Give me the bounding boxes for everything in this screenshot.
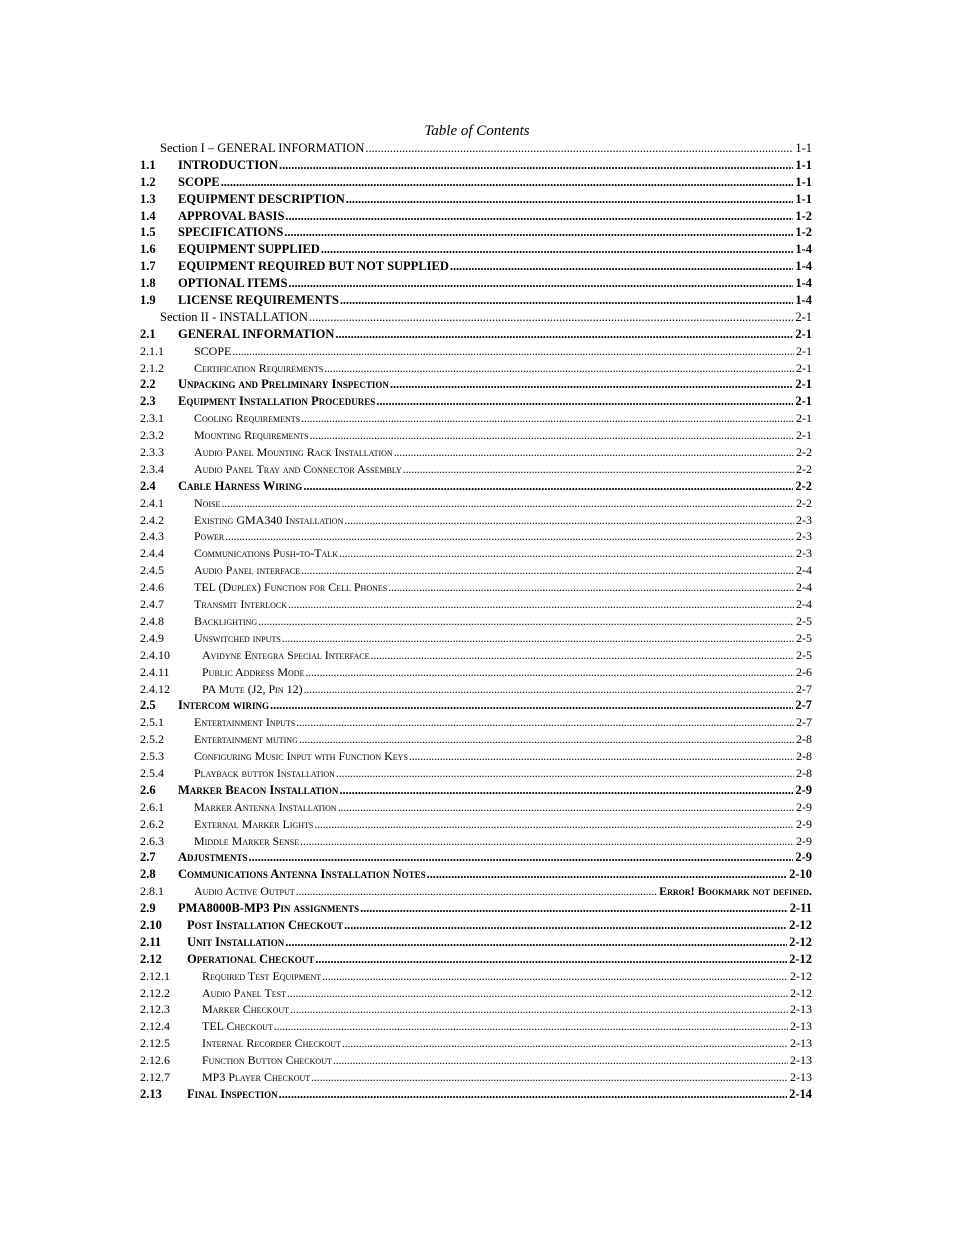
- toc-entry-page: 2-4: [796, 597, 812, 612]
- toc-entry-title: Middle Marker Sense: [194, 833, 300, 848]
- toc-entry-title: SCOPE: [178, 174, 220, 189]
- toc-entry[interactable]: [140, 512, 812, 529]
- toc-entry-number: 1.6: [140, 242, 156, 257]
- toc-entry-page: 2-9: [795, 850, 812, 865]
- toc-entry-title: SPECIFICATIONS: [178, 225, 284, 240]
- toc-dot-leader: [279, 157, 793, 174]
- toc-dot-leader: [339, 782, 793, 799]
- toc-entry-number: 2.8: [140, 867, 156, 882]
- toc-dot-leader: [296, 883, 657, 900]
- toc-dot-leader: [371, 647, 794, 664]
- toc-dot-leader: [390, 376, 793, 393]
- toc-entry-number: 2.5.3: [140, 749, 164, 764]
- toc-entry[interactable]: [140, 579, 812, 596]
- toc-entry-page: 2-8: [796, 749, 812, 764]
- toc-entry-number: 2.6.3: [140, 833, 164, 848]
- toc-entry-title: APPROVAL BASIS: [178, 208, 285, 223]
- toc-dot-leader: [258, 613, 794, 630]
- toc-entry-title: TEL Checkout: [202, 1019, 273, 1034]
- toc-entry[interactable]: [140, 613, 812, 630]
- toc-dot-leader: [365, 140, 793, 157]
- toc-entry-number: 2.12: [140, 951, 162, 966]
- toc-entry-page: 1-1: [795, 174, 812, 189]
- toc-dot-leader: [360, 900, 788, 917]
- toc-dot-leader: [296, 714, 794, 731]
- toc-entry[interactable]: [140, 393, 812, 410]
- toc-entry-number: 2.4.8: [140, 613, 164, 628]
- toc-entry[interactable]: [140, 545, 812, 562]
- toc-entry-title: GENERAL INFORMATION: [178, 326, 335, 341]
- toc-dot-leader: [314, 816, 794, 833]
- toc-entry[interactable]: [140, 900, 812, 917]
- toc-entry-number: 2.12.5: [140, 1036, 170, 1051]
- toc-entry-number: 2.3.4: [140, 461, 164, 476]
- toc-entry[interactable]: [140, 866, 812, 883]
- toc-dot-leader: [304, 681, 794, 698]
- toc-entry-page: 2-2: [796, 461, 812, 476]
- toc-entry-page: 2-5: [796, 613, 812, 628]
- toc-entry-page: 2-8: [796, 765, 812, 780]
- toc-entry[interactable]: [140, 1086, 812, 1103]
- toc-entry[interactable]: [140, 528, 812, 545]
- toc-entry-number: 2.3.2: [140, 428, 164, 443]
- toc-entry-page: 2-1: [795, 326, 812, 341]
- toc-entry-title: Required Test Equipment: [202, 968, 322, 983]
- toc-entry[interactable]: [140, 799, 812, 816]
- toc-dot-leader: [303, 478, 793, 495]
- toc-entry-page: 2-12: [789, 917, 812, 932]
- toc-entry-page: 1-4: [795, 293, 812, 308]
- toc-entry-title: Transmit Interlock: [194, 597, 287, 612]
- toc-entry-page: 2-1: [795, 309, 812, 324]
- toc-entry-number: 2.5.2: [140, 732, 164, 747]
- toc-entry[interactable]: [140, 427, 812, 444]
- toc-entry-page: 2-13: [790, 1019, 812, 1034]
- toc-entry-title: Entertainment muting: [194, 732, 298, 747]
- toc-dot-leader: [335, 326, 793, 343]
- toc-entry-page: 2-1: [795, 394, 812, 409]
- toc-entry-page: 2-13: [790, 1002, 812, 1017]
- toc-dot-leader: [340, 292, 794, 309]
- toc-entry[interactable]: [140, 376, 812, 393]
- toc-entry-page: 1-1: [795, 157, 812, 172]
- toc-entry-number: 2.7: [140, 850, 156, 865]
- toc-entry[interactable]: [140, 985, 812, 1002]
- toc-entry-page: 1-2: [795, 225, 812, 240]
- toc-entry-page: 1-1: [795, 141, 812, 155]
- toc-entry-title: OPTIONAL ITEMS: [178, 276, 288, 291]
- toc-entry-page: 2-12: [790, 985, 812, 1000]
- toc-dot-leader: [288, 275, 793, 292]
- toc-dot-leader: [221, 174, 794, 191]
- toc-entry-number: 1.5: [140, 225, 156, 240]
- toc-entry-title: Section II - INSTALLATION: [160, 309, 308, 324]
- toc-entry-title: Audio Panel interface: [194, 563, 301, 578]
- toc-entry[interactable]: [140, 1001, 812, 1018]
- toc-entry-page: 2-5: [796, 630, 812, 645]
- toc-entry-number: 2.4.7: [140, 597, 164, 612]
- toc-entry[interactable]: [140, 782, 812, 799]
- toc-dot-leader: [249, 849, 794, 866]
- toc-entry-page: 2-9: [796, 799, 812, 814]
- toc-entry-number: 2.5.1: [140, 715, 164, 730]
- toc-entry-page: 2-12: [789, 934, 812, 949]
- toc-entry-title: SCOPE: [194, 343, 232, 358]
- toc-entry-title: Avidyne Entegra Special Interface: [202, 647, 370, 662]
- toc-entry-number: 1.8: [140, 276, 156, 291]
- toc-entry-page: 2-4: [796, 580, 812, 595]
- toc-entry[interactable]: [140, 968, 812, 985]
- toc-entry-title: Existing GMA340 Installation: [194, 512, 344, 527]
- toc-entry-page: 1-4: [795, 276, 812, 291]
- toc-entry[interactable]: [140, 816, 812, 833]
- toc-dot-leader: [225, 528, 794, 545]
- toc-entry-page: 1-2: [795, 208, 812, 223]
- toc-entry[interactable]: [140, 140, 812, 157]
- toc-entry-number: 2.3: [140, 394, 156, 409]
- toc-entry-title: Post Installation Checkout: [187, 917, 343, 932]
- toc-entry[interactable]: [140, 461, 812, 478]
- toc-entry-page: 2-7: [795, 698, 812, 713]
- toc-entry[interactable]: [140, 343, 812, 360]
- toc-entry-number: 2.2: [140, 377, 156, 392]
- toc-entry-page: 2-5: [796, 647, 812, 662]
- toc-entry[interactable]: [140, 697, 812, 714]
- toc-dot-leader: [305, 664, 794, 681]
- toc-entry-number: 1.4: [140, 208, 156, 223]
- toc-entry[interactable]: [140, 157, 812, 174]
- toc-entry[interactable]: [140, 748, 812, 765]
- toc-entry-title: Equipment Installation Procedures: [178, 394, 376, 409]
- toc-entry[interactable]: [140, 191, 812, 208]
- toc-entry-title: Unit Installation: [187, 934, 285, 949]
- toc-dot-leader: [315, 951, 787, 968]
- toc-entry-title: INTRODUCTION: [178, 157, 279, 172]
- toc-entry-page: 2-13: [790, 1069, 812, 1084]
- toc-entry-title: Backlighting: [194, 613, 258, 628]
- toc-entry-title: EQUIPMENT REQUIRED BUT NOT SUPPLIED: [178, 259, 449, 274]
- toc-entry-page: 2-3: [796, 529, 812, 544]
- toc-entry-number: 2.1.2: [140, 360, 164, 375]
- toc-entry-page: 2-8: [796, 732, 812, 747]
- toc-entry-page: 1-4: [795, 259, 812, 274]
- toc-entry-page: 2-13: [790, 1053, 812, 1068]
- toc-entry[interactable]: [140, 883, 812, 900]
- toc-entry-title: LICENSE REQUIREMENTS: [178, 293, 339, 308]
- toc-entry-title: Communications Antenna Installation Notes: [178, 867, 426, 882]
- toc-entry-number: 2.4.2: [140, 512, 164, 527]
- toc-dot-leader: [290, 1001, 788, 1018]
- toc-entry-number: 2.13: [140, 1086, 162, 1101]
- toc-entry[interactable]: [140, 681, 812, 698]
- toc-entry[interactable]: [140, 714, 812, 731]
- toc-entry-page: 2-9: [795, 782, 812, 797]
- toc-entry-page: 1-4: [795, 242, 812, 257]
- toc-entry-title: Marker Checkout: [202, 1002, 290, 1017]
- toc-entry-title: Audio Active Output: [194, 884, 295, 899]
- toc-entry[interactable]: [140, 630, 812, 647]
- toc-entry[interactable]: [140, 664, 812, 681]
- toc-entry-title: Operational Checkout: [187, 951, 315, 966]
- toc-entry-title: Final Inspection: [187, 1086, 278, 1101]
- toc-dot-leader: [311, 1069, 788, 1086]
- toc-entry-number: 2.12.2: [140, 985, 170, 1000]
- toc-entry-number: 1.1: [140, 157, 156, 172]
- toc-entry-number: 2.4.9: [140, 630, 164, 645]
- toc-entry-number: 2.10: [140, 917, 162, 932]
- toc-entry-page: 2-2: [796, 445, 812, 460]
- toc-dot-leader: [274, 1018, 788, 1035]
- toc-entry-number: 2.12.6: [140, 1053, 170, 1068]
- toc-dot-leader: [301, 562, 794, 579]
- toc-entry[interactable]: [140, 495, 812, 512]
- toc-entry-title: Unswitched inputs: [194, 630, 281, 645]
- toc-entry[interactable]: [140, 951, 812, 968]
- toc-entry-page: 2-12: [789, 951, 812, 966]
- toc-entry-number: 2.4.1: [140, 495, 164, 510]
- toc-dot-leader: [336, 765, 794, 782]
- toc-entry-number: 1.3: [140, 191, 156, 206]
- toc-entry-page: 2-3: [796, 546, 812, 561]
- toc-entry-number: 2.5.4: [140, 765, 164, 780]
- toc-entry-title: Power: [194, 529, 225, 544]
- toc-entry-title: TEL (Duplex) Function for Cell Phones: [194, 580, 388, 595]
- toc-dot-leader: [342, 1035, 788, 1052]
- toc-dot-leader: [301, 410, 794, 427]
- toc-entry-page: 2-12: [790, 968, 812, 983]
- toc-entry-number: 2.12.4: [140, 1019, 170, 1034]
- toc-dot-leader: [333, 1052, 788, 1069]
- toc-dot-leader: [344, 917, 787, 934]
- toc-dot-leader: [310, 427, 794, 444]
- toc-entry[interactable]: [140, 360, 812, 377]
- toc-dot-leader: [346, 191, 794, 208]
- toc-entry-page: 2-14: [789, 1086, 812, 1101]
- toc-entry[interactable]: [140, 326, 812, 343]
- toc-entry-page: 2-1: [796, 428, 812, 443]
- toc-entry-title: Section I – GENERAL INFORMATION: [160, 141, 365, 155]
- toc-dot-leader: [300, 833, 794, 850]
- toc-dot-leader: [309, 309, 793, 326]
- toc-title: Table of Contents: [424, 123, 530, 139]
- toc-entry-number: 2.8.1: [140, 884, 164, 899]
- toc-entry-title: External Marker Lights: [194, 816, 314, 831]
- toc-entry[interactable]: [140, 1035, 812, 1052]
- toc-entry[interactable]: [140, 275, 812, 292]
- toc-entry-page: 1-1: [795, 191, 812, 206]
- toc-entry[interactable]: [140, 596, 812, 613]
- toc-dot-leader: [339, 545, 794, 562]
- toc-dot-leader: [322, 968, 788, 985]
- toc-entry[interactable]: [140, 1018, 812, 1035]
- toc-entry-page: 2-1: [796, 360, 812, 375]
- toc-entry-title: Adjustments: [178, 850, 248, 865]
- toc-dot-leader: [450, 258, 793, 275]
- toc-entry-title: Function Button Checkout: [202, 1053, 332, 1068]
- toc-entry-page: 2-1: [795, 377, 812, 392]
- toc-entry-title: Unpacking and Preliminary Inspection: [178, 377, 389, 392]
- toc-dot-leader: [287, 985, 788, 1002]
- toc-entry-page: 2-7: [796, 681, 812, 696]
- toc-entry[interactable]: [140, 410, 812, 427]
- toc-entry-title: Noise: [194, 495, 221, 510]
- toc-entry-page: 2-11: [789, 901, 812, 916]
- toc-entry[interactable]: [140, 224, 812, 241]
- toc-dot-leader: [221, 495, 794, 512]
- toc-entry-number: 2.4.4: [140, 546, 164, 561]
- toc-entry-title: Playback button Installation: [194, 765, 335, 780]
- toc-entry-number: 2.1.1: [140, 343, 164, 358]
- toc-entry[interactable]: [140, 647, 812, 664]
- toc-dot-leader: [403, 461, 794, 478]
- toc-entry-title: Audio Panel Tray and Connector Assembly: [194, 461, 402, 476]
- toc-entry-title: Audio Panel Mounting Rack Installation: [194, 445, 393, 460]
- toc-dot-leader: [321, 241, 794, 258]
- toc-entry-page: 2-2: [796, 495, 812, 510]
- toc-entry-title: Configuring Music Input with Function Keys: [194, 749, 408, 764]
- toc-entry-title: EQUIPMENT DESCRIPTION: [178, 191, 345, 206]
- toc-entry[interactable]: [140, 292, 812, 309]
- toc-entry-number: 2.4.6: [140, 580, 164, 595]
- toc-entry[interactable]: [140, 1069, 812, 1086]
- toc-dot-leader: [299, 731, 794, 748]
- toc-entry[interactable]: [140, 208, 812, 225]
- toc-entry-title: EQUIPMENT SUPPLIED: [178, 242, 320, 257]
- toc-entry-number: 2.4.12: [140, 681, 170, 696]
- toc-entry-number: 2.11: [140, 934, 162, 949]
- toc-entry[interactable]: [140, 444, 812, 461]
- toc-entry-page: 2-13: [790, 1036, 812, 1051]
- toc-entry-page: 2-7: [796, 715, 812, 730]
- toc-dot-leader: [270, 697, 793, 714]
- toc-entry-number: 2.12.3: [140, 1002, 170, 1017]
- toc-entry-title: Marker Beacon Installation: [178, 782, 339, 797]
- toc-entry-title: Entertainment Inputs: [194, 715, 296, 730]
- toc-dot-leader: [409, 748, 794, 765]
- toc-entry-page: 2-1: [796, 411, 812, 426]
- toc-entry-title: Communications Push-to-Talk: [194, 546, 338, 561]
- toc-entry[interactable]: [140, 174, 812, 191]
- toc-entry[interactable]: [140, 934, 812, 951]
- toc-entry-number: 2.4.11: [140, 664, 170, 679]
- toc-dot-leader: [388, 579, 794, 596]
- toc-entry-number: 2.4.10: [140, 647, 170, 662]
- toc-entry-page: Error! Bookmark not defined.: [659, 884, 812, 899]
- toc-entry[interactable]: [140, 478, 812, 495]
- toc-entry-number: 2.6.2: [140, 816, 164, 831]
- toc-entry-number: 2.3.3: [140, 445, 164, 460]
- toc-entry-title: Public Address Mode: [202, 664, 305, 679]
- toc-list: [140, 140, 812, 1103]
- toc-dot-leader: [282, 630, 794, 647]
- toc-dot-leader: [324, 360, 794, 377]
- toc-entry[interactable]: [140, 309, 812, 326]
- toc-entry-number: 2.9: [140, 901, 156, 916]
- toc-entry[interactable]: [140, 731, 812, 748]
- toc-entry-title: MP3 Player Checkout: [202, 1069, 311, 1084]
- toc-entry-number: 2.4.3: [140, 529, 164, 544]
- toc-dot-leader: [427, 866, 787, 883]
- toc-entry-title: Intercom wiring: [178, 698, 269, 713]
- toc-entry[interactable]: [140, 562, 812, 579]
- toc-entry-page: 2-6: [796, 664, 812, 679]
- toc-entry-title: Audio Panel Test: [202, 985, 286, 1000]
- toc-entry-number: 2.12.7: [140, 1069, 170, 1084]
- toc-entry-number: 2.4.5: [140, 563, 164, 578]
- toc-entry-page: 2-1: [796, 343, 812, 358]
- toc-entry-number: 1.2: [140, 174, 156, 189]
- toc-entry-number: 2.6.1: [140, 799, 164, 814]
- toc-dot-leader: [284, 224, 793, 241]
- toc-entry-number: 2.12.1: [140, 968, 170, 983]
- toc-entry-number: 2.4: [140, 478, 156, 493]
- toc-dot-leader: [285, 934, 787, 951]
- toc-entry-title: Certification Requirements: [194, 360, 324, 375]
- toc-entry-title: Internal Recorder Checkout: [202, 1036, 341, 1051]
- toc-entry[interactable]: [140, 917, 812, 934]
- toc-entry-title: Mounting Requirements: [194, 428, 309, 443]
- toc-entry-page: 2-9: [796, 833, 812, 848]
- toc-entry-number: 1.7: [140, 259, 156, 274]
- toc-dot-leader: [394, 444, 794, 461]
- toc-entry[interactable]: [140, 849, 812, 866]
- toc-entry-page: 2-9: [796, 816, 812, 831]
- toc-entry-title: PA Mute (J2, Pin 12): [202, 681, 303, 696]
- toc-entry[interactable]: [140, 258, 812, 275]
- toc-entry-title: Cable Harness Wiring: [178, 478, 303, 493]
- toc-entry[interactable]: [140, 765, 812, 782]
- toc-dot-leader: [344, 512, 794, 529]
- toc-entry-number: 1.9: [140, 293, 156, 308]
- toc-entry-number: 2.3.1: [140, 411, 164, 426]
- toc-entry-title: Marker Antenna Installation: [194, 799, 337, 814]
- toc-entry[interactable]: [140, 241, 812, 258]
- toc-dot-leader: [288, 596, 794, 613]
- toc-entry-title: Cooling Requirements: [194, 411, 301, 426]
- toc-entry-title: PMA8000B-MP3 Pin assignments: [178, 901, 360, 916]
- toc-dot-leader: [232, 343, 794, 360]
- toc-entry-page: 2-3: [796, 512, 812, 527]
- toc-entry-page: 2-10: [789, 867, 812, 882]
- toc-entry-number: 2.5: [140, 698, 156, 713]
- toc-entry-page: 2-2: [795, 478, 812, 493]
- toc-dot-leader: [376, 393, 793, 410]
- toc-entry-number: 2.1: [140, 326, 156, 341]
- toc-dot-leader: [279, 1086, 787, 1103]
- toc-entry-number: 2.6: [140, 782, 156, 797]
- toc-entry[interactable]: [140, 1052, 812, 1069]
- toc-entry[interactable]: [140, 833, 812, 850]
- toc-dot-leader: [285, 208, 793, 225]
- toc-dot-leader: [338, 799, 794, 816]
- toc-entry-page: 2-4: [796, 563, 812, 578]
